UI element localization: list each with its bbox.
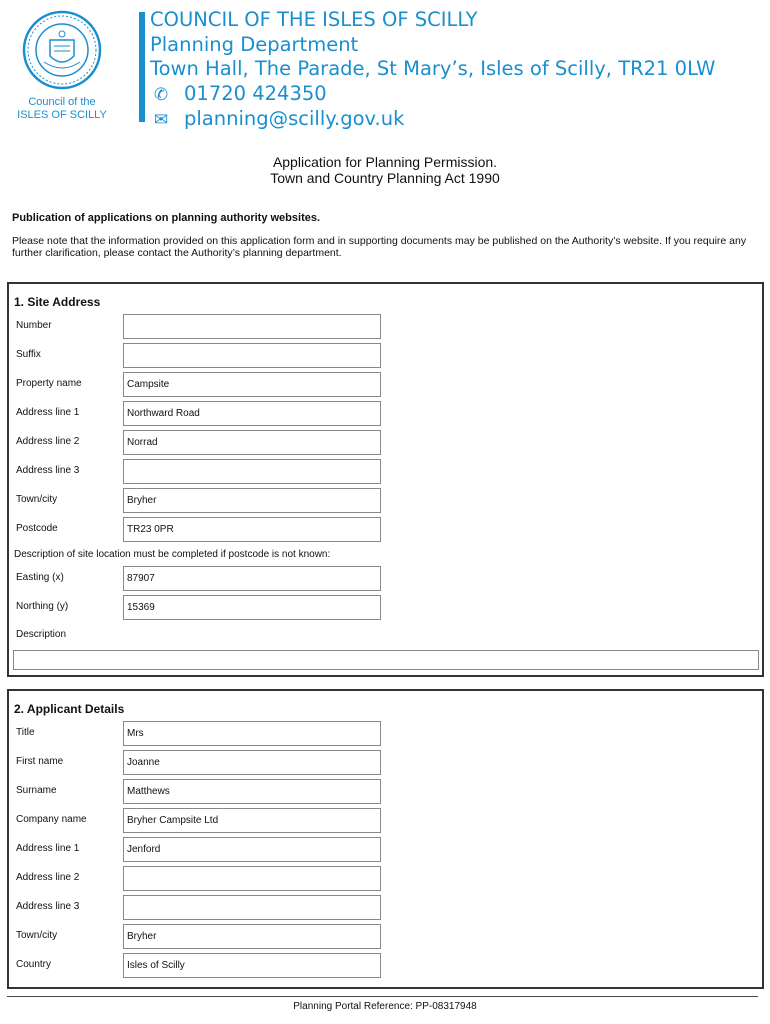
site-field-row <box>9 314 762 340</box>
field-label: Address line 3 <box>16 465 80 476</box>
council-contact-block <box>150 8 715 133</box>
section-title: 2. Applicant Details <box>14 702 125 716</box>
address-line-2-field[interactable]: Norrad <box>123 430 381 455</box>
field-label: Address line 2 <box>16 872 80 883</box>
field-label: Address line 2 <box>16 436 80 447</box>
address-line-3-field[interactable] <box>123 459 381 484</box>
field-label: Address line 1 <box>16 843 80 854</box>
applicant-address-line-1-field[interactable]: Jenford <box>123 837 381 862</box>
field-label: Northing (y) <box>16 601 69 612</box>
field-label: Surname <box>16 785 57 796</box>
applicant-field-row <box>9 924 762 950</box>
site-field-row <box>9 459 762 485</box>
field-label: Company name <box>16 814 87 825</box>
section-title: 1. Site Address <box>14 295 101 309</box>
document-title-line1: Application for Planning Permission. <box>272 154 498 170</box>
field-label: Property name <box>16 378 82 389</box>
applicant-field-row <box>9 895 762 921</box>
department-name: Planning Department <box>150 32 359 56</box>
phone-icon: ✆ <box>153 84 169 105</box>
document-title <box>0 154 770 186</box>
seal-caption-line2: ISLES OF SCILLY <box>17 109 107 121</box>
email-icon: ✉ <box>153 110 169 130</box>
country-field[interactable]: Isles of Scilly <box>123 953 381 978</box>
field-label: Country <box>16 959 52 970</box>
council-address: Town Hall, The Parade, St Mary’s, Isles of Scilly, TR21 0LW <box>150 57 716 80</box>
site-field-row <box>9 430 762 456</box>
applicant-field-row <box>9 866 762 892</box>
field-label: First name <box>16 756 64 767</box>
seal-caption-line1: Council of the <box>28 96 96 108</box>
description-label: Description <box>16 629 67 640</box>
applicant-field-row <box>9 721 762 747</box>
field-label: Number <box>16 320 52 331</box>
first-name-field[interactable]: Joanne <box>123 750 381 775</box>
field-label: Address line 3 <box>16 901 80 912</box>
applicant-field-row <box>9 750 762 776</box>
easting-field[interactable]: 87907 <box>123 566 381 591</box>
postcode-field[interactable]: TR23 0PR <box>123 517 381 542</box>
field-label: Title <box>16 727 35 738</box>
applicant-field-row <box>9 779 762 805</box>
site-location-note: Description of site location must be completed if postcode is not known: <box>14 549 331 560</box>
applicant-town-city-field[interactable]: Bryher <box>123 924 381 949</box>
number-field[interactable] <box>123 314 381 339</box>
site-address-section <box>7 282 764 677</box>
field-label: Address line 1 <box>16 407 80 418</box>
site-field-row <box>9 488 762 514</box>
description-field[interactable] <box>13 650 759 670</box>
field-label: Postcode <box>16 523 58 534</box>
header-divider <box>139 12 145 122</box>
publication-notice-text: Please note that the information provided on this application form and in supporting documents may be published on the Authority’s website. If you require any further clarification, please contact the Authority’s planning department. <box>12 235 747 259</box>
phone-number: 01720 424350 <box>184 81 327 105</box>
council-seal-logo <box>22 10 102 90</box>
email-address: planning@scilly.gov.uk <box>184 107 405 130</box>
site-field-row <box>9 566 762 592</box>
applicant-details-section <box>7 689 764 989</box>
applicant-address-line-2-field[interactable] <box>123 866 381 891</box>
site-field-row <box>9 517 762 543</box>
site-field-row <box>9 595 762 621</box>
planning-portal-reference: Planning Portal Reference: PP-08317948 <box>293 1001 477 1012</box>
surname-field[interactable]: Matthews <box>123 779 381 804</box>
field-label: Easting (x) <box>16 572 64 583</box>
suffix-field[interactable] <box>123 343 381 368</box>
document-title-line2: Town and Country Planning Act 1990 <box>270 170 500 186</box>
applicant-address-line-3-field[interactable] <box>123 895 381 920</box>
site-field-row <box>9 401 762 427</box>
property-name-field[interactable]: Campsite <box>123 372 381 397</box>
applicant-field-row <box>9 808 762 834</box>
field-label: Suffix <box>16 349 41 360</box>
seal-caption <box>12 96 112 122</box>
company-name-field[interactable]: Bryher Campsite Ltd <box>123 808 381 833</box>
publication-notice-heading: Publication of applications on planning authority websites. <box>12 212 321 224</box>
council-name: COUNCIL OF THE ISLES OF SCILLY <box>150 8 478 31</box>
footer-divider <box>7 996 758 997</box>
title-field[interactable]: Mrs <box>123 721 381 746</box>
address-line-1-field[interactable]: Northward Road <box>123 401 381 426</box>
northing-field[interactable]: 15369 <box>123 595 381 620</box>
site-field-row <box>9 372 762 398</box>
field-label: Town/city <box>16 494 58 505</box>
site-field-row <box>9 343 762 369</box>
applicant-field-row <box>9 953 762 979</box>
town-city-field[interactable]: Bryher <box>123 488 381 513</box>
field-label: Town/city <box>16 930 58 941</box>
applicant-field-row <box>9 837 762 863</box>
